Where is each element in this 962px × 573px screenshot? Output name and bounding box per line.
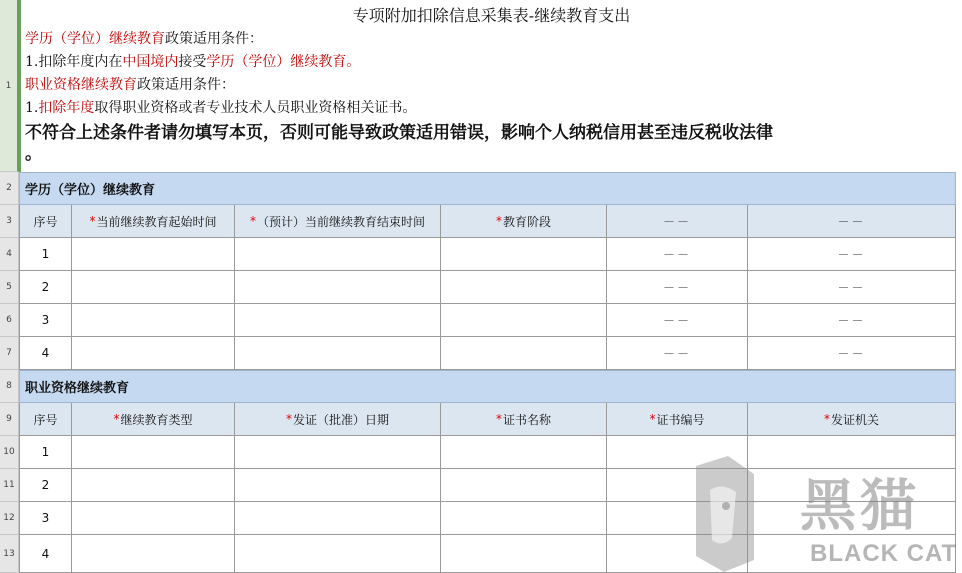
section1-col-header-5[interactable] [607, 205, 748, 238]
required-mark: * [823, 412, 830, 426]
section2-cell-r4-c1[interactable] [19, 535, 72, 573]
policy-3-heading: 职业资格继续教育 [25, 77, 137, 93]
section1-cell-r4-c6[interactable] [748, 337, 956, 370]
policy-2-part-c: 接受 [178, 54, 207, 70]
cell-value: 2 [41, 280, 50, 294]
section1-cell-r4-c5[interactable] [607, 337, 748, 370]
required-mark: * [285, 412, 292, 426]
section1-cell-r3-c5[interactable] [607, 304, 748, 337]
section-2-header[interactable]: 职业资格继续教育 [19, 370, 956, 403]
policy-4-part-a: 1. [25, 100, 39, 116]
section1-col-header-1[interactable] [19, 205, 72, 238]
policy-1-suffix: 政策适用条件： [165, 31, 263, 47]
section2-col-header-5[interactable] [607, 403, 748, 436]
section2-cell-r1-c2[interactable] [72, 436, 235, 469]
policy-4-part-b: 扣除年度 [38, 100, 95, 116]
section2-cell-r3-c4[interactable] [441, 502, 607, 535]
section2-cell-r2-c4[interactable] [441, 469, 607, 502]
section1-col-header-6[interactable] [748, 205, 956, 238]
section2-cell-r1-c3[interactable] [235, 436, 441, 469]
policy-line-4 [25, 97, 962, 120]
cell-value: －－ [837, 313, 866, 328]
row-header-6[interactable]: 6 [0, 304, 19, 337]
cell-value: 2 [41, 478, 50, 492]
required-mark: * [495, 214, 502, 228]
section1-cell-r2-c6[interactable] [748, 271, 956, 304]
row-header-7[interactable]: 7 [0, 337, 19, 370]
section2-cell-r1-c4[interactable] [441, 436, 607, 469]
section1-cell-r3-c2[interactable] [72, 304, 235, 337]
section2-cell-r3-c1[interactable] [19, 502, 72, 535]
cell-value: －－ [662, 280, 691, 295]
section2-cell-r3-c2[interactable] [72, 502, 235, 535]
cell-value: －－ [837, 247, 866, 262]
row-header-11[interactable]: 11 [0, 469, 19, 502]
section1-cell-r1-c1[interactable] [19, 238, 72, 271]
section1-cell-r2-c1[interactable] [19, 271, 72, 304]
policy-line-1 [25, 28, 962, 51]
row-header-10[interactable]: 10 [0, 436, 19, 469]
required-mark: * [89, 214, 96, 228]
col-header-label: 当前继续教育起始时间 [96, 214, 217, 229]
section2-cell-r4-c2[interactable] [72, 535, 235, 573]
section2-col-header-4[interactable] [441, 403, 607, 436]
col-header-label: 发证机关 [830, 412, 879, 427]
section1-col-header-2[interactable] [72, 205, 235, 238]
section1-cell-r3-c4[interactable] [441, 304, 607, 337]
section2-cell-r2-c1[interactable] [19, 469, 72, 502]
section1-cell-r1-c2[interactable] [72, 238, 235, 271]
col-header-label: 证书名称 [502, 412, 551, 427]
section1-cell-r1-c6[interactable] [748, 238, 956, 271]
col-header-label: －－ [662, 214, 691, 229]
cell-value: 3 [41, 313, 50, 327]
col-header-label: （预计）当前继续教育结束时间 [256, 214, 425, 229]
warning-text: 不符合上述条件者请勿填写本页，否则可能导致政策适用错误，影响个人纳税信用甚至违反税收法律 [25, 123, 773, 143]
section1-col-header-4[interactable] [441, 205, 607, 238]
section2-cell-r2-c3[interactable] [235, 469, 441, 502]
cell-value: －－ [662, 346, 691, 361]
section2-col-header-3[interactable] [235, 403, 441, 436]
section1-cell-r2-c5[interactable] [607, 271, 748, 304]
required-mark: * [495, 412, 502, 426]
policy-line-3 [25, 74, 962, 97]
policy-2-part-a: 1.扣除年度内在 [25, 54, 123, 70]
section1-cell-r4-c4[interactable] [441, 337, 607, 370]
section1-cell-r1-c3[interactable] [235, 238, 441, 271]
section2-cell-r1-c1[interactable] [19, 436, 72, 469]
watermark-cn-text: 黑猫 [800, 474, 920, 539]
col-header-label: 继续教育类型 [120, 412, 193, 427]
section2-cell-r2-c2[interactable] [72, 469, 235, 502]
policy-4-part-c: 取得职业资格或者专业技术人员职业资格相关证书。 [94, 100, 417, 116]
cell-value: －－ [837, 280, 866, 295]
section1-cell-r3-c6[interactable] [748, 304, 956, 337]
section2-cell-r4-c3[interactable] [235, 535, 441, 573]
cell-value: －－ [662, 247, 691, 262]
policy-1-heading: 学历（学位）继续教育 [25, 31, 165, 47]
required-mark: * [249, 214, 256, 228]
col-header-label: 序号 [33, 412, 58, 427]
sheet-title: 专项附加扣除信息采集表-继续教育支出 [352, 6, 631, 25]
section2-col-header-6[interactable] [748, 403, 956, 436]
watermark-en-text: BLACK CAT [810, 540, 958, 567]
section-1-header[interactable]: 学历（学位）继续教育 [19, 172, 956, 205]
row-header-5[interactable]: 5 [0, 271, 19, 304]
warning-text-end: 。 [25, 144, 42, 164]
row-header-12[interactable]: 12 [0, 502, 19, 535]
policy-line-2 [25, 51, 962, 74]
cell-value: 4 [41, 546, 50, 561]
cell-value: 3 [41, 511, 50, 525]
cell-value: －－ [662, 313, 691, 328]
required-mark: * [113, 412, 120, 426]
cell-value: －－ [837, 346, 866, 361]
section2-cell-r3-c3[interactable] [235, 502, 441, 535]
col-header-label: 序号 [33, 214, 58, 229]
cell-value: 4 [41, 346, 50, 360]
section2-cell-r4-c4[interactable] [441, 535, 607, 573]
section1-col-header-3[interactable] [235, 205, 441, 238]
section1-cell-r1-c5[interactable] [607, 238, 748, 271]
policy-3-suffix: 政策适用条件： [137, 77, 235, 93]
section1-cell-r4-c2[interactable] [72, 337, 235, 370]
col-header-label: －－ [837, 214, 866, 229]
row-header-9[interactable]: 9 [0, 403, 19, 436]
section1-cell-r4-c3[interactable] [235, 337, 441, 370]
section1-cell-r4-c1[interactable] [19, 337, 72, 370]
col-header-label: 发证（批准）日期 [292, 412, 389, 427]
intro-cell[interactable] [19, 0, 962, 172]
section1-cell-r1-c4[interactable] [441, 238, 607, 271]
section1-cell-r2-c4[interactable] [441, 271, 607, 304]
section1-cell-r3-c3[interactable] [235, 304, 441, 337]
row-header-3[interactable]: 3 [0, 205, 19, 238]
section2-col-header-2[interactable] [72, 403, 235, 436]
section1-cell-r3-c1[interactable] [19, 304, 72, 337]
section1-cell-r2-c3[interactable] [235, 271, 441, 304]
policy-2-part-b: 中国境内 [122, 54, 179, 70]
cell-value: 1 [41, 247, 50, 261]
row-header-1[interactable]: 1 [0, 0, 19, 172]
row-header-8[interactable]: 8 [0, 370, 19, 403]
section1-cell-r2-c2[interactable] [72, 271, 235, 304]
cell-value: 1 [41, 445, 50, 459]
row-header-13[interactable]: 13 [0, 535, 19, 573]
policy-2-part-d: 学历（学位）继续教育。 [206, 54, 361, 70]
row-header-4[interactable]: 4 [0, 238, 19, 271]
col-header-label: 证书编号 [656, 412, 705, 427]
row-header-2[interactable]: 2 [0, 172, 19, 205]
col-header-label: 教育阶段 [502, 214, 551, 229]
section2-col-header-1[interactable] [19, 403, 72, 436]
required-mark: * [649, 412, 656, 426]
